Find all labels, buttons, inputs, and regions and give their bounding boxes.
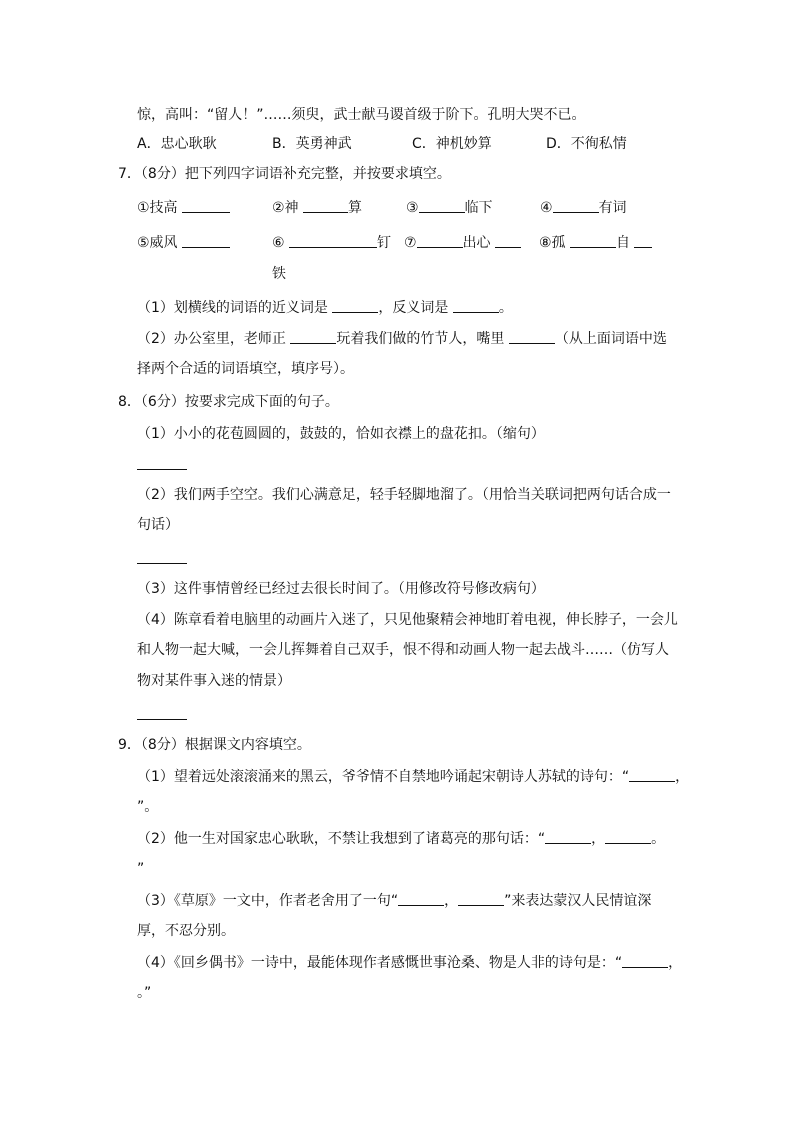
q7-word-1 [137,198,230,218]
q8-s1-prompt: （1）小小的花苞圆圆的，鼓鼓的，恰如衣襟上的盘花扣。（缩句） [137,426,545,442]
q9-p2 [137,829,665,849]
q9-p4 [137,953,682,973]
q7-w4-prefix: ④ [540,200,553,216]
q7-header: 7．（8分）把下列四字词语补充完整，并按要求填空。 [118,166,451,182]
q7-w5-blank[interactable] [182,233,230,248]
q9-p3-continued: 厚，不忍分别。 [137,923,235,939]
q7-sub1-blank-synonym[interactable] [332,298,378,313]
q8-s2-prompt-continued: 句话） [137,517,179,533]
q9-p4-close: 。” [137,985,152,1001]
q7-word-5 [137,233,230,253]
q7-word-2 [272,198,362,218]
q7-w6-suffix: 钉 [377,235,392,251]
q6-option-c: C．神机妙算 [412,136,492,152]
q8-s4-answer-line[interactable] [137,705,187,720]
q7-w1-text: ①技高 [137,200,178,216]
q9-p3-blank-2[interactable] [458,891,504,906]
q7-w7-blank[interactable] [417,233,463,248]
q7-w4-blank[interactable] [553,198,599,213]
q9-p3-blank-1[interactable] [398,891,444,906]
q7-word-8 [539,233,652,253]
q9-p2-comma: ， [591,831,606,847]
q7-sub2-text-b: 玩着我们做的竹节人，嘴里 [336,331,505,347]
q7-sub2-text-a: （2）办公室里，老师正 [137,331,286,347]
q7-w8-trailing-blank[interactable] [634,233,652,248]
q7-w5-text: ⑤威风 [137,235,178,251]
q7-w8-blank[interactable] [570,233,616,248]
q8-s4-prompt-line2: 和人物一起大喊，一会儿挥舞着自己双手，恨不得和动画人物一起去战斗……（仿写人 [137,642,669,658]
q7-w3-suffix: 临下 [464,200,493,216]
q8-s4-prompt-line3: 物对某件事入迷的情景） [137,673,291,689]
q9-p4-comma: ， [668,955,683,971]
q7-sub1-text-c: 。 [498,300,513,316]
q7-w8-prefix: ⑧孤 [539,235,566,251]
q9-p4-blank[interactable] [622,953,668,968]
q8-header: 8．（6分）按要求完成下面的句子。 [118,394,339,410]
q7-w2-prefix: ②神 [272,200,299,216]
q6-option-a: A．忠心耿耿 [137,136,217,152]
q7-sub2-continued: 择两个合适的词语填空，填序号）。 [137,361,354,377]
q8-s2-answer-line[interactable] [137,549,187,564]
q7-word-7 [404,233,521,253]
q7-w6-blank[interactable] [289,233,377,248]
q7-w8-suffix: 自 [616,235,631,251]
q9-p2-text: （2）他一生对国家忠心耿耿，不禁让我想到了诸葛亮的那句话：“ [137,831,546,847]
q8-s3-prompt: （3）这件事情曾经已经过去很长时间了。（用修改符号修改病句） [137,581,545,597]
q9-p2-close: ” [137,861,145,877]
q7-sub1 [137,298,513,318]
q8-s2-prompt: （2）我们两手空空。我们心满意足，轻手轻脚地溜了。（用恰当关联词把两句话合成一 [137,487,671,503]
q9-p2-blank-1[interactable] [545,829,591,844]
q8-s1-answer-line[interactable] [137,455,187,470]
q7-w2-blank[interactable] [303,198,348,213]
q8-s4-prompt: （4）陈章看着电脑里的动画片入迷了，只见他聚精会神地盯着电视，伸长脖子，一会儿 [137,612,678,628]
q7-sub1-blank-antonym[interactable] [453,298,499,313]
q7-w4-suffix: 有词 [598,200,627,216]
q7-sub1-text-a: （1）划横线的词语的近义词是 [137,300,328,316]
q7-w3-blank[interactable] [419,198,465,213]
q7-word-3 [406,198,493,218]
q9-p3 [137,891,651,911]
q9-p1-close: ”。 [137,799,159,815]
q9-p2-blank-2[interactable] [605,829,651,844]
q7-w7-trailing-blank[interactable] [495,233,521,248]
q6-option-b: B．英勇神武 [272,136,352,152]
q9-p3-text-b: ”来表达蒙汉人民情谊深 [504,893,652,909]
q7-w3-prefix: ③ [406,200,419,216]
q7-w6-prefix: ⑥ [272,235,285,251]
q7-sub2-blank-1[interactable] [290,329,336,344]
q9-p3-text-a: （3）《草原》一文中，作者老舍用了一句“ [137,893,399,909]
q9-header: 9．（8分）根据课文内容填空。 [118,737,311,753]
q9-p1 [137,767,689,787]
q9-p2-period: 。 [651,831,666,847]
q7-sub2 [137,329,667,349]
q9-p4-text: （4）《回乡偶书》一诗中，最能体现作者感慨世事沧桑、物是人非的诗句是：“ [137,955,623,971]
q9-p1-text: （1）望着远处滚滚涌来的黑云，爷爷情不自禁地吟诵起宋朝诗人苏轼的诗句：“ [137,769,630,785]
q7-w7-suffix: 出心 [462,235,491,251]
q7-w2-suffix: 算 [348,200,363,216]
q7-w7-prefix: ⑦ [404,235,417,251]
q7-sub2-blank-2[interactable] [509,329,555,344]
q7-word-4 [540,198,627,218]
q9-p1-comma: ， [675,769,690,785]
q7-sub1-text-b: ，反义词是 [378,300,449,316]
q7-w1-blank[interactable] [182,198,230,213]
q7-word-6 [272,233,391,253]
q6-text-line: 惊，高叫：“留人！”……须臾，武士献马谡首级于阶下。孔明大哭不已。 [137,107,586,123]
q6-option-d: D．不徇私情 [546,136,627,152]
q9-p1-blank[interactable] [629,767,675,782]
q7-sub2-text-c: （从上面词语中选 [554,331,667,347]
q9-p3-comma: ， [444,893,459,909]
q7-word-6-wrap: 铁 [272,266,286,282]
